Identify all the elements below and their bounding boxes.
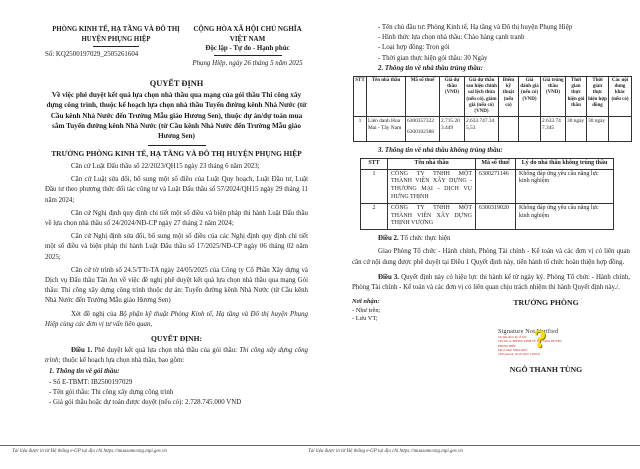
col-adjusted-price: Giá dự thầu sau hiệu chỉnh sai lệch thừa (nếu có), giảm giá (nếu có) (VND) <box>465 77 499 117</box>
page1-footer: Tài liệu được in từ Hệ thống e-GP tại địa chỉ https://muasamcong.mpi.gov.vn <box>12 449 167 454</box>
digital-signature-stamp <box>498 328 594 356</box>
cell-tax-code: 6300319020 <box>476 203 516 229</box>
col-bidder-name: Tên nhà thầu <box>367 77 406 117</box>
col-bid-price: Giá dự thầu (VND) <box>440 77 465 117</box>
col-stt: STT <box>361 159 388 170</box>
col-package-duration: Thời gian thực hiện gói thầu <box>566 77 587 117</box>
cell-bidder-name: Liên danh Hoa Mai - Tây Nam <box>367 117 406 142</box>
col-tech-score: Điểm kỹ thuật (nếu có) <box>499 77 519 117</box>
signature-detail-line: Tài liệu được ký số bởi: <box>498 335 527 340</box>
cell-contract-duration: 30 ngày <box>587 117 609 142</box>
signature-detail-line: PHỤNG HIỆP <box>498 343 516 348</box>
legal-basis-paragraph: Căn cứ Luật Đấu thầu số 22/2023/QH15 ngày 23 tháng 6 năm 2023; <box>71 163 260 171</box>
article-2-heading: Điều 2. Tổ chức thực hiện <box>378 235 451 243</box>
signature-status-text: Signature Not Verified <box>498 328 559 336</box>
footer-divider <box>0 445 640 446</box>
recipient-item: - Lưu VT; <box>352 314 378 322</box>
signature-detail-line: Tên đơn vị: PHÒNG KINH TẾ, HẠ TẦNG HUYỆN <box>498 339 562 344</box>
table-header-row <box>361 159 614 170</box>
table-row <box>361 169 614 203</box>
national-header-block <box>187 25 308 67</box>
page2-footer: Tài liệu được in từ Hệ thống e-GP tại địa chỉ https://muasamcong.mpi.gov.vn <box>308 449 463 454</box>
table-row <box>354 117 632 142</box>
table-header-row <box>354 77 632 117</box>
col-win-price: Giá trúng thầu (VND) <box>541 77 566 117</box>
signer-title: TRƯỞNG PHÒNG <box>513 298 579 308</box>
org-underline <box>93 46 139 47</box>
cell-adjusted-price: 2.633.747.345,53 <box>465 117 499 142</box>
decision-heading: QUYẾT ĐỊNH: <box>150 334 203 344</box>
cell-reason: Không đáp ứng yêu cầu năng lực kinh nghiệm <box>516 169 614 203</box>
signature-detail-line: Mã số thuế: 6300119657 <box>498 347 528 352</box>
cell-package-duration: 30 ngày <box>566 117 587 142</box>
losing-bidders-table <box>360 158 614 230</box>
national-motto: Độc lập - Tự do - Hạnh phúc <box>205 45 290 53</box>
legal-basis-paragraph: Căn cứ Luật sửa đổi, bổ sung một số điều của Luật Quy hoạch, Luật Đầu tư, Luật Đầu tư theo phương thức đối tác công tư và Luật Đấu thầu số 57/2024/QH15 ngày 29 tháng 11 năm 2024; <box>45 176 308 204</box>
article-2-paragraph: Giao Phòng Tổ chức - Hành chính, Phòng Tài chính - Kế toán và các đơn vị có liên quan căn cứ nội dung được phê duyệt tại Điều 1 Quyết định này, tiến hành tổ chức hoàn thiện hợp đồng. <box>352 248 630 266</box>
cell-stt: 1 <box>354 117 367 142</box>
signer-name: NGÔ THANH TÙNG <box>509 365 583 375</box>
recipients-block <box>352 298 462 374</box>
document-page-2 <box>320 0 640 469</box>
col-contract-duration: Thời gian thực hiện hợp đồng <box>587 77 609 117</box>
cell-tax-codes: 6300357322 6300102388 <box>406 117 440 142</box>
national-title: CỘNG HÒA XÃ HỘI CHỦ NGHĨA VIỆT NAM <box>193 25 302 43</box>
contract-type: - Loại hợp đồng: Trọn gói <box>378 44 450 52</box>
investor-name: - Tên chủ đầu tư: Phòng Kinh tế, Hạ tầng và Đô thị huyện Phụng Hiệp <box>378 24 573 31</box>
legal-basis-paragraph: Căn cứ tờ trình số 24.5/TTr-TA ngày 24/05/2025 của Công ty Cổ Phần Xây dựng và Dịch vụ Đấu thầu Tân An về việc đề nghị phê duyệt kết quả lựa chọn nhà thầu qua mạng Gói thầu: Thi công xây dựng công trình thuộc dự án: Tuyến đường kênh Nhà Nước (từ Cầu kênh Nhà Nước đến Trường Mẫu giáo Hương Sen) <box>45 266 308 305</box>
selection-method: - Hình thức lựa chọn nhà thầu: Chào hàng cạnh tranh <box>378 34 525 42</box>
cell-stt: 1 <box>361 169 388 203</box>
decision-title: QUYẾT ĐỊNH <box>149 78 204 88</box>
consideration-italic: Bộ phận kỹ thuật Phòng Kinh tế, Hạ tầng và Đô thị huyện Phụng Hiệp cùng các đơn vị tư vấn liên quan, <box>45 310 309 328</box>
package-name: - Tên gói thầu: Thi công xây dựng công trình <box>49 388 174 396</box>
cell-bidder-name: CÔNG TY TNHH MỘT THÀNH VIÊN XÂY DỰNG - THƯƠNG MẠI - DỊCH VỤ HƯNG THỊNH <box>388 169 476 203</box>
document-header <box>45 25 308 67</box>
section-3-heading: 3. Thông tin về nhà thầu không trúng thầu: <box>378 146 503 154</box>
issuing-org-block <box>45 25 187 67</box>
col-tax-code: Mã số thuế <box>476 159 516 170</box>
subtitle-underline <box>148 145 206 146</box>
consideration-prefix: Xét đề nghị của <box>71 310 120 318</box>
section-1-heading: 1. Thông tin về gói thầu: <box>49 368 120 376</box>
decision-subtitle: Về việc phê duyệt kết quả lựa chọn nhà thầu qua mạng của gói thầu Thi công xây dựng công trình, thuộc kế hoạch lựa chọn nhà thầu Tuyến đường kênh Nhà Nước (từ Cầu kênh Nhà Nước đến Trường Mẫu giáo Hương Sen), thuộc dự án/dự toán mua sắm Tuyến đường kênh Nhà Nước (từ Cầu kênh Nhà Nước đến Trường Mẫu giáo Hương Sen) <box>46 90 307 141</box>
place-date: Phụng Hiệp, ngày 26 tháng 5 năm 2025 <box>192 59 303 67</box>
signature-section <box>352 298 630 374</box>
legal-basis-paragraph: Căn cứ Nghị định sửa đổi, bổ sung một số điều của các Nghị định quy định chi tiết một số điều và biện pháp thi hành Luật Đấu thầu số 17/2025/NĐ-CP ngày 06 tháng 02 năm 2025; <box>45 233 308 261</box>
recipient-item: - Như trên; <box>352 306 381 314</box>
cell-bid-price: 2.715.203.449 <box>440 117 465 142</box>
col-other: Các nội dung khác (nếu có) <box>609 77 632 117</box>
article-3-paragraph: Điều 3. Quyết định này có hiệu lực thi hành kể từ ngày ký. Phòng Tổ chức - Hành chính, Phòng Tài chính - Kế toán và các đơn vị có liên quan chịu trách nhiệm thi hành Quyết định này./. <box>352 273 630 292</box>
cell-stt: 2 <box>361 203 388 229</box>
col-stt: STT <box>354 77 367 117</box>
cell-bidder-name: CÔNG TY TNHH MỘT THÀNH VIÊN XÂY DỰNG THỊNH VƯỢNG <box>388 203 476 229</box>
article-1-label: Điều 1. <box>71 347 93 355</box>
col-bidder-name: Tên nhà thầu <box>388 159 476 170</box>
signature-question-icon: ? <box>534 326 547 354</box>
legal-basis-paragraph: Căn cứ Nghị định quy định chi tiết một số điều và biện pháp thi hành Luật Đấu thầu về lựa chọn nhà thầu số 24/2024/NĐ-CP ngày 27 tháng 2 năm 2024; <box>45 209 308 228</box>
col-tax-code: Mã số thuế <box>406 77 440 117</box>
cell-reason: Không đáp ứng yêu cầu năng lực kinh nghiệm <box>516 203 614 229</box>
package-price: - Giá gói thầu hoặc dự toán được duyệt (nếu có): 2.728.745.000 VND <box>49 399 242 407</box>
recipients-heading: Nơi nhận: <box>352 298 380 306</box>
document-number: Số: KQ2500197029_2505261604 <box>45 51 139 59</box>
consideration-paragraph <box>45 310 308 330</box>
package-duration: - Thời gian thực hiện gói thầu: 30 Ngày <box>378 54 488 62</box>
issuing-org-name: PHÒNG KINH TẾ, HẠ TẦNG VÀ ĐÔ THỊ HUYỆN PHỤNG HIỆP <box>52 26 180 43</box>
signature-detail-line: Thời gian ký: 26-05-2025 14:08:31 <box>498 352 541 357</box>
cell-tech-score <box>499 117 519 142</box>
col-eval-price: Giá đánh giá (nếu có) (VND) <box>519 77 541 117</box>
package-etbmt: - Số E-TBMT: IB2500197029 <box>49 378 133 386</box>
cell-win-price: 2.633.747.345 <box>541 117 566 142</box>
issuing-authority: TRƯỞNG PHÒNG KINH TẾ, HẠ TẦNG VÀ ĐÔ THỊ HUYỆN PHỤNG HIỆP <box>51 148 302 158</box>
signer-block <box>462 298 630 374</box>
motto-underline <box>214 55 282 56</box>
cell-eval-price <box>519 117 541 142</box>
col-reason: Lý do nhà thầu không trúng thầu <box>516 159 614 170</box>
table-row <box>361 203 614 229</box>
winning-bidder-table <box>353 76 632 142</box>
article-1: Điều 1. Phê duyệt kết quả lựa chọn nhà thầu của gói thầu: Thi công xây dựng công trình; thuộc kế hoạch lựa chọn nhà thầu, bao gồm: <box>45 347 308 365</box>
cell-tax-code: 6300271146 <box>476 169 516 203</box>
section-2-heading: 2. Thông tin về nhà thầu trúng thầu: <box>378 64 483 72</box>
cell-other <box>609 117 632 142</box>
